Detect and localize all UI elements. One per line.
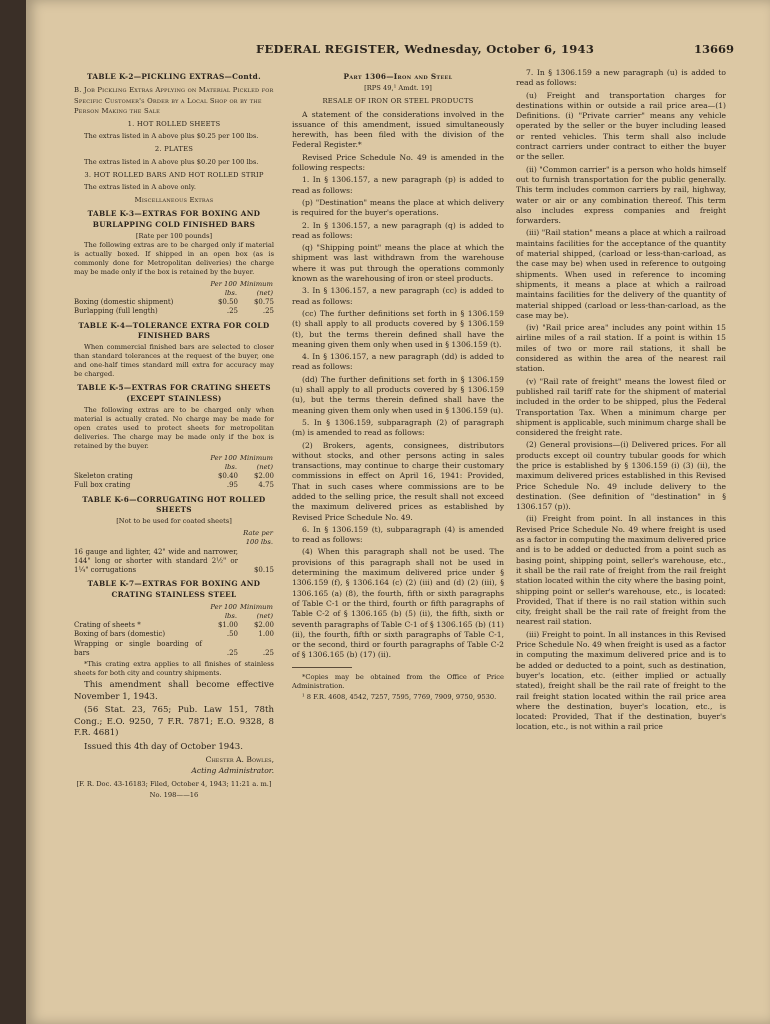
- table-row: Boxing of bars (domestic) .50 1.00: [74, 630, 274, 639]
- footnote-rule: [292, 667, 352, 671]
- document-page: [26, 0, 770, 1024]
- table-k2-cont-title: TABLE K-2—PICKLING EXTRAS—Contd.: [87, 72, 261, 81]
- paragraph: 3. In § 1306.157, a new paragraph (cc) is added to read as follows:: [292, 286, 504, 306]
- table-header: Minimum (net): [240, 453, 273, 471]
- running-title: FEDERAL REGISTER, Wednesday, October 6, 1943: [256, 42, 595, 56]
- column-middle: [292, 68, 504, 704]
- hot-rolled-sheets-text: The extras listed in A above plus $0.25 per 100 lbs.: [84, 132, 259, 141]
- part-heading: Part 1306—Iron and Steel: [343, 72, 453, 81]
- table-header: Minimum (net): [240, 279, 273, 297]
- fr-doc-filing: [F. R. Doc. 43-16183; Filed, October 4, 1943; 11:21 a. m.]: [76, 779, 272, 788]
- paragraph: (cc) The further definitions set forth in § 1306.159 (t) shall apply to all products covered by § 1306.159 (t), but the terms therein defined shall have the meaning given them only when used in § 1306.159 (t).: [292, 308, 504, 349]
- paragraph: (2) General provisions—(i) Delivered prices. For all products except oil country tubular goods for which the price is established by § 1306.159 (i) (3) (ii), the maximum delivered prices established in this Revised Price Schedule No. 49 include delivery to the destination. (See definition of "destination" in § 1306.157 (p)).: [516, 440, 726, 512]
- paragraph: (u) Freight and transportation charges for destinations within or outside a rail price area—(1) Definitions. (i) "Private carrier" means any vehicle operated by the seller or the buyer including leased or rented vehicles. This term shall also include contract carriers under contract to either the buyer or the seller.: [516, 90, 726, 162]
- paragraph: 2. In § 1306.157, a new paragraph (q) is added to read as follows:: [292, 220, 504, 240]
- paragraph: 5. In § 1306.159, subparagraph (2) of paragraph (m) is amended to read as follows:: [292, 417, 504, 438]
- footnote: ¹ 8 F.R. 4608, 4542, 7257, 7595, 7769, 7909, 9750, 9530.: [302, 692, 497, 701]
- paragraph: (v) "Rail rate of freight" means the lowest filed or published rail tariff rate for the shipment of material included in the order to be shipped, plus the Federal Transportation Tax. When a minimum charge per shipment is applicable, such minimum charge shall be considered the freight rate.: [516, 376, 726, 438]
- table-k5-text: The following extras are to be charged only when material is actually crated. No charge may be made for open crates used to protect sheets for metropolitan deliveries. The charge may be made only if the box is retained by the buyer.: [74, 405, 274, 450]
- bars-strip-text: The extras listed in A above only.: [84, 183, 196, 192]
- table-k6-note: [Not to be used for coated sheets]: [116, 517, 232, 526]
- plates-heading: 2. PLATES: [154, 145, 194, 154]
- table-k3-title: TABLE K-3—EXTRAS FOR BOXING AND BURLAPPING COLD FINISHED BARS: [87, 209, 261, 229]
- footnote: *Copies may be obtained from the Office of Price Administration.: [292, 672, 504, 690]
- paragraph: (ii) "Common carrier" is a person who holds himself out to furnish transportation for the public generally. This term includes common carriers by rail, highway, water or air or any combination thereof. This term also includes express companies and freight forwarders.: [516, 164, 726, 226]
- table-header: Minimum (net): [240, 602, 273, 620]
- hot-rolled-sheets-heading: 1. HOT ROLLED SHEETS: [127, 120, 221, 129]
- paragraph: (iv) "Rail price area" includes any point within 15 airline miles of a rail station. If a point is within 15 miles of two or more rail stations, it shall be considered as within the area of the nearest rail station.: [516, 323, 726, 374]
- table-header: Rate per 100 lbs.: [243, 529, 273, 546]
- table-k4-title: TABLE K-4—TOLERANCE EXTRA FOR COLD FINISHED BARS: [78, 320, 270, 341]
- table-header: Per 100 lbs.: [210, 602, 237, 620]
- rps-amendment: [RPS 49,¹ Amdt. 19]: [364, 84, 432, 93]
- bars-strip-heading: 3. HOT ROLLED BARS AND HOT ROLLED STRIP: [84, 170, 264, 179]
- issue-number: No. 198——16: [149, 790, 199, 799]
- resale-heading: RESALE OF IRON OR STEEL PRODUCTS: [322, 97, 474, 106]
- paragraph: Revised Price Schedule No. 49 is amended in the following respects:: [292, 152, 504, 173]
- paragraph: (2) Brokers, agents, consignees, distributors without stocks, and other persons acting in sales transactions, may continue to charge their customary commissions in effect on April 16, 1941: Provided, That in such cases where commissions are to be added to the selling price, the result shall not exceed the maximum delivered prices as established by Revised Price Schedule No. 49.: [292, 440, 504, 522]
- table-k3: [74, 279, 274, 317]
- page-number: 13669: [693, 42, 734, 56]
- paragraph: (ii) Freight from point. In all instances in this Revised Price Schedule No. 49 where freight is used as a factor in computing the maximum delivered price and is to be added or deducted from a point such as basing point, shipping point, seller's warehouse, etc., it shall be the rail rate of freight from the rail freight station located within the city where the basing point, shipping point or seller's warehouse, etc., is located: Provided, That if there is no rail station within such city, freight shall be the rail rate of freight from the nearest rail station.: [516, 514, 726, 627]
- table-k7: [74, 602, 274, 658]
- table-k3-text: The following extras are to be charged only if material is actually boxed. If shipped in an open box (as is commonly done for Metropolitan deliveries) the charge may be made only if the box is retained by the buyer.: [74, 240, 274, 276]
- authority-citation: (56 Stat. 23, 765; Pub. Law 151, 78th Cong.; E.O. 9250, 7 F.R. 7871; E.O. 9328, 8 F.R. 4681): [74, 705, 274, 739]
- table-row: Full box crating .95 4.75: [74, 481, 274, 490]
- table-k5-title: TABLE K-5—EXTRAS FOR CRATING SHEETS (EXCEPT STAINLESS): [77, 383, 271, 403]
- job-pickling-heading: B. Job Pickling Extras Applying on Material Pickled for Specific Customer's Order by a Local Shop or by the Person Making the Sale: [74, 86, 274, 115]
- paragraph: (dd) The further definitions set forth in § 1306.159 (u) shall apply to all products covered by § 1306.159 (u), but the terms therein defined shall have the meaning given them only when used in § 1306.159 (u).: [292, 374, 504, 415]
- signer-name: Chester A. Bowles,: [205, 755, 274, 765]
- table-k3-rate: [Rate per 100 pounds]: [135, 231, 213, 240]
- signer-title: Acting Administrator.: [191, 765, 274, 775]
- effective-date: This amendment shall become effective November 1, 1943.: [74, 680, 274, 702]
- paragraph: (p) "Destination" means the place at which delivery is required for the buyer's operations.: [292, 197, 504, 218]
- table-k4-text: When commercial finished bars are selected to closer than standard tolerances at the request of the buyer, one and one-half times standard mill extra for accuracy may be charged.: [74, 343, 274, 379]
- paragraph: (iii) Freight to point. In all instances in this Revised Price Schedule No. 49 when freight is used as a factor in computing the maximum delivered price and is to be added or deducted to a point, such as destination, buyer's location, etc. (either implied or actually stated), freight shall be the rail rate of freight to the rail freight station located within the rail price area where the destination, buyer's location, etc., is located: Provided, That if the destination, buyer's location, etc., is not within a rail price: [516, 629, 726, 732]
- page-header: [74, 42, 760, 60]
- table-row: 16 gauge and lighter, 42" wide and narrower, 144" long or shorter with standard 2½" or 1¼" corrugations $0.15: [74, 547, 274, 575]
- table-row: Wrapping or single boarding of bars .25 .25: [74, 639, 274, 658]
- plates-text: The extras listed in A above plus $0.20 per 100 lbs.: [84, 157, 259, 166]
- table-row: Crating of sheets * $1.00 $2.00: [74, 621, 274, 630]
- column-left: [74, 68, 274, 800]
- issued-date: Issued this 4th day of October 1943.: [84, 741, 243, 752]
- paragraph: (4) When this paragraph shall not be used. The provisions of this paragraph shall not be used in determining the maximum delivered price under § 1306.159 (f), § 1306.164 (c) (2) (iii) and (d) (2) (iii), § 1306.165 (a) (8), the fourth, fifth or sixth paragraphs of Table C-1 or the third, fourth or fifth paragraphs of Table C-2 of § 1306.165 (b) (5) (ii), the fifth, sixth or seventh paragraphs of Table C-1 of § 1306.165 (b) (11) (ii), the fourth, fifth or sixth paragraphs of Table C-1, or the second, third or fourth paragraphs of Table C-2 of § 1306.165 (b) (17) (ii).: [292, 547, 504, 660]
- paragraph: (iii) "Rail station" means a place at which a railroad maintains facilities for the acceptance of the quantity of material shipped, (carload or less-than-carload, as the case may be) when used in reference to outgoing shipments. When used in reference to incoming shipments, it means a place at which a railroad maintains facilities for the delivery of the quantity of material shipped (carload or less-than-carload, as the case may be).: [516, 228, 726, 320]
- table-k7-title: TABLE K-7—EXTRAS FOR BOXING AND CRATING STAINLESS STEEL: [87, 579, 261, 599]
- column-right: [516, 68, 726, 735]
- table-row: Skeleton crating $0.40 $2.00: [74, 472, 274, 481]
- table-k5: [74, 453, 274, 491]
- table-header: Per 100 lbs.: [210, 279, 237, 297]
- table-row: Burlapping (full length) .25 .25: [74, 307, 274, 316]
- table-header: Per 100 lbs.: [210, 453, 237, 471]
- table-k7-note: *This crating extra applies to all finishes of stainless sheets for both city and country shipments.: [74, 660, 274, 678]
- paragraph: 4. In § 1306.157, a new paragraph (dd) is added to read as follows:: [292, 352, 504, 372]
- misc-extras-heading: Miscellaneous Extras: [134, 196, 214, 205]
- table-row: Boxing (domestic shipment) $0.50 $0.75: [74, 298, 274, 307]
- paragraph: (q) "Shipping point" means the place at which the shipment was last withdrawn from the warehouse where it was put through the operations commonly known as the warehousing of iron or steel products.: [292, 243, 504, 284]
- table-k6-title: TABLE K-6—CORRUGATING HOT ROLLED SHEETS: [82, 494, 266, 515]
- table-k6: [74, 528, 274, 575]
- paragraph: 6. In § 1306.159 (t), subparagraph (4) is amended to read as follows:: [292, 524, 504, 545]
- paragraph: A statement of the considerations involved in the issuance of this amendment, issued simultaneously herewith, has been filed with the division of the Federal Register.*: [292, 109, 504, 150]
- paragraph: 1. In § 1306.157, a new paragraph (p) is added to read as follows:: [292, 175, 504, 195]
- paragraph: 7. In § 1306.159 a new paragraph (u) is added to read as follows:: [516, 68, 726, 88]
